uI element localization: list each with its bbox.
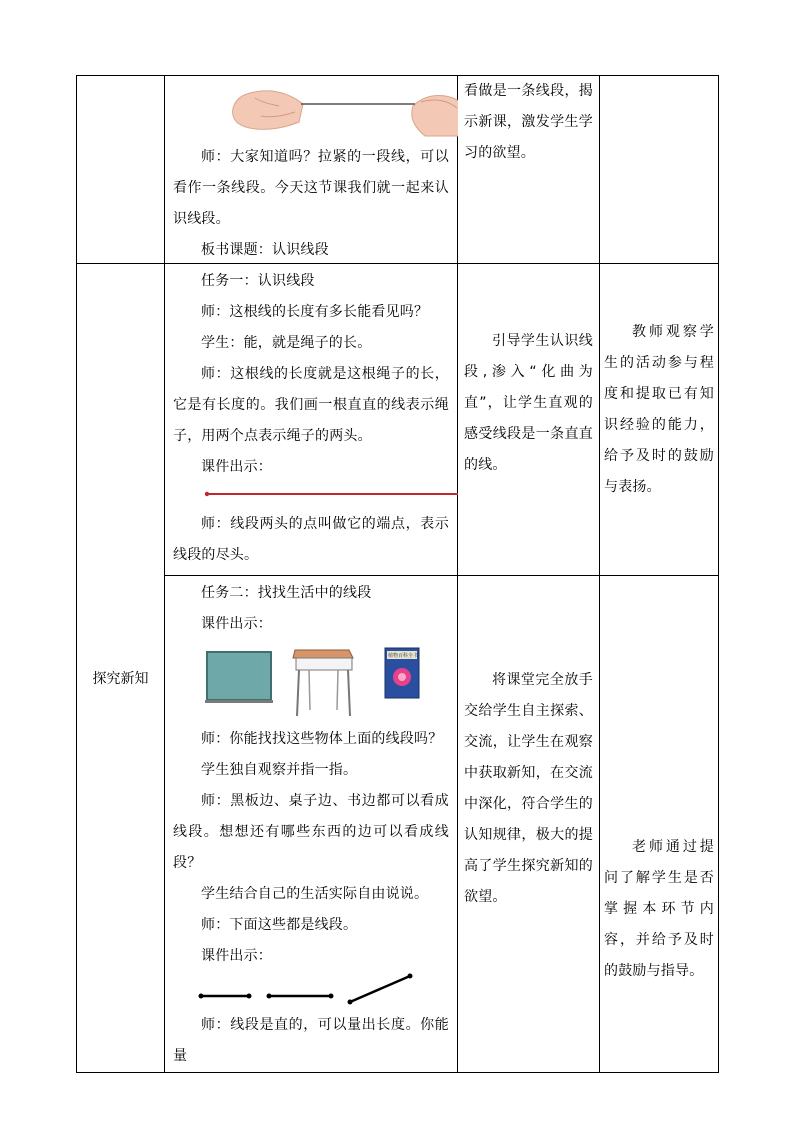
segment-examples [165, 972, 458, 1010]
teacher-question: 师：这根线的长度有多长能看见吗？ [201, 304, 429, 320]
board-title: 板书课题：认识线段 [201, 242, 329, 258]
intent-text: 看做是一条线段，揭示新课，激发学生学习的欲望。 [464, 83, 593, 161]
desk-icon [293, 650, 353, 716]
teacher-intro: 师：大家知道吗？拉紧的一段线，可以看作一条线段。今天这节课我们就一起来认识线段。 [173, 149, 449, 227]
intent-cell [458, 264, 600, 576]
teacher-explanation: 师：这根线的长度就是这根绳子的长，它是有长度的。我们画一根直直的线表示绳子，用两个点表示绳子的两头。 [173, 366, 449, 444]
assess-text: 老师通过提问了解学生是否掌握本环节内容，并给予及时的鼓励与指导。 [604, 838, 714, 979]
stage-cell-empty [77, 76, 165, 264]
intent-text: 引导学生认识线段,渗入“化曲为直”，让学生直观的感受线段是一条直直的线。 [464, 333, 593, 473]
content-cell [165, 264, 458, 576]
courseware-label: 课件出示： [201, 948, 272, 964]
objects-illustration [165, 640, 458, 724]
teacher-statement: 师：下面这些都是线段。 [201, 917, 358, 933]
assess-text: 教师观察学生的活动参与程度和提取已有知识经验的能力，给予及时的鼓励与表扬。 [604, 323, 714, 495]
table-row [77, 76, 719, 264]
segment-example [199, 994, 252, 999]
teacher-question: 师：你能找找这些物体上面的线段吗？ [201, 731, 443, 747]
intent-cell [458, 76, 600, 264]
lesson-plan-table [76, 75, 719, 1073]
book-title: 植物百科全书 [388, 653, 419, 659]
assess-cell [600, 264, 719, 576]
assess-cell [600, 76, 719, 264]
content-cell [165, 576, 458, 1073]
red-line-segment [165, 483, 458, 509]
segment-example [267, 994, 334, 999]
task1-heading: 任务一：认识线段 [201, 273, 315, 289]
endpoint-left [205, 492, 209, 496]
segment-example [348, 974, 413, 1005]
teacher-explanation: 师：黑板边、桌子边、书边都可以看成线段。想想还有哪些东西的边可以看成线段？ [173, 793, 449, 871]
rope-hands-image [165, 76, 458, 142]
intent-cell [458, 576, 600, 1073]
student-activity: 学生独自观察并指一指。 [201, 762, 358, 778]
task2-heading: 任务二：找找生活中的线段 [201, 585, 372, 601]
courseware-label: 课件出示： [201, 616, 272, 632]
content-cell [165, 76, 458, 264]
teacher-measure: 师：线段是直的，可以量出长度。你能量 [173, 1017, 449, 1064]
endpoint-explanation: 师：线段两头的点叫做它的端点，表示线段的尽头。 [173, 516, 449, 563]
intent-text: 将课堂完全放手交给学生自主探索、交流，让学生在观察中获取新知，在交流中深化，符合学生的认知规律，极大的提高了学生探究新知的欲望。 [464, 672, 593, 905]
table-row [77, 264, 719, 576]
assess-cell [600, 576, 719, 1073]
courseware-label: 课件出示： [201, 459, 272, 475]
table-row [77, 576, 719, 1073]
stage-cell [77, 264, 165, 1073]
stage-label: 探究新知 [92, 671, 149, 687]
blackboard-icon [205, 652, 273, 703]
student-discussion: 学生结合自己的生活实际自由说说。 [201, 886, 429, 902]
student-answer: 学生：能，就是绳子的长。 [201, 335, 372, 351]
